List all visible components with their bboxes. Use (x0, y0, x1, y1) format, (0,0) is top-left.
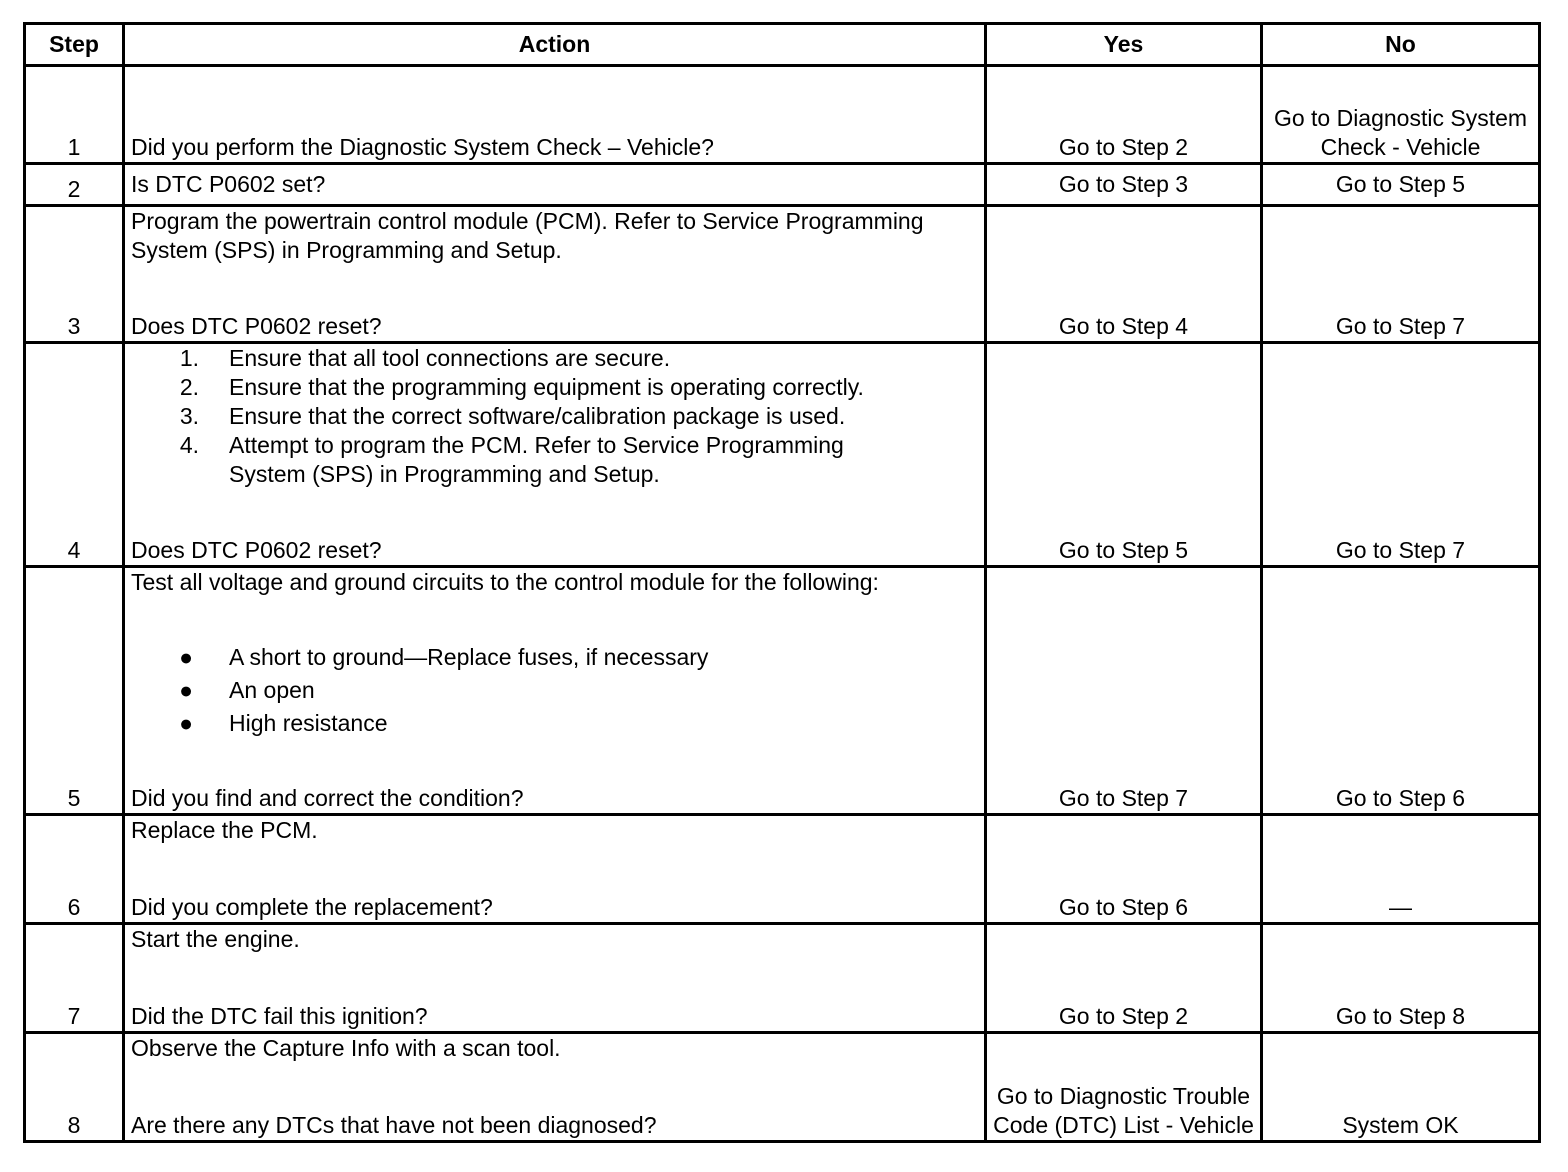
action-text: Is DTC P0602 set? (131, 171, 326, 197)
no-cell: — (1262, 815, 1540, 924)
no-cell: Go to Step 5 (1262, 164, 1540, 206)
header-yes: Yes (986, 24, 1262, 66)
no-cell: Go to Step 6 (1262, 567, 1540, 815)
bullet-list (131, 641, 978, 740)
action-text: Program the powertrain control module (PCM). Refer to Service Programming System (SPS) in Programming and Setup. (131, 208, 924, 263)
list-marker: 3. (179, 403, 199, 429)
list-item (131, 641, 978, 674)
table-row (25, 815, 1540, 924)
list-item-text: An open (229, 677, 315, 703)
action-text: Observe the Capture Info with a scan tool. (131, 1035, 561, 1061)
list-item (131, 402, 978, 431)
list-item-text: Ensure that the correct software/calibration package is used. (229, 403, 846, 429)
action-cell (124, 164, 986, 206)
no-cell: Go to Step 8 (1262, 924, 1540, 1033)
step-number: 7 (25, 924, 124, 1033)
action-text: Replace the PCM. (131, 817, 318, 843)
no-cell: Go to Step 7 (1262, 343, 1540, 567)
action-question: Did you complete the replacement? (131, 894, 493, 920)
action-cell (124, 815, 986, 924)
action-cell (124, 924, 986, 1033)
action-cell (124, 567, 986, 815)
list-item (131, 707, 978, 740)
list-marker: 4. (179, 432, 199, 458)
action-cell (124, 206, 986, 343)
no-cell: Go to Step 7 (1262, 206, 1540, 343)
action-text: Start the engine. (131, 926, 300, 952)
step-number: 2 (25, 164, 124, 206)
action-cell (124, 1033, 986, 1142)
numbered-list (131, 344, 978, 489)
step-number: 1 (25, 66, 124, 164)
yes-cell: Go to Step 6 (986, 815, 1262, 924)
header-step: Step (25, 24, 124, 66)
list-item-text: High resistance (229, 710, 388, 736)
step-number: 4 (25, 343, 124, 567)
bullet-marker: ● (179, 710, 193, 736)
yes-cell: Go to Step 2 (986, 66, 1262, 164)
no-cell: Go to Diagnostic System Check - Vehicle (1262, 66, 1540, 164)
yes-cell: Go to Step 4 (986, 206, 1262, 343)
table-row (25, 343, 1540, 567)
list-item (131, 674, 978, 707)
step-number: 3 (25, 206, 124, 343)
list-marker: 1. (179, 345, 199, 371)
table-row (25, 206, 1540, 343)
step-number: 5 (25, 567, 124, 815)
action-text: Test all voltage and ground circuits to the control module for the following: (131, 569, 879, 595)
list-item-text: Ensure that the programming equipment is operating correctly. (229, 374, 864, 400)
diagnostic-table (23, 22, 1541, 1143)
list-item (131, 344, 978, 373)
list-marker: 2. (179, 374, 199, 400)
action-question: Does DTC P0602 reset? (131, 537, 382, 563)
list-item (131, 431, 978, 489)
list-item-text: A short to ground—Replace fuses, if necessary (229, 644, 709, 670)
yes-cell: Go to Step 2 (986, 924, 1262, 1033)
header-row (25, 24, 1540, 66)
list-item (131, 373, 978, 402)
table-row (25, 66, 1540, 164)
bullet-marker: ● (179, 644, 193, 670)
table-row (25, 1033, 1540, 1142)
bullet-marker: ● (179, 677, 193, 703)
header-action: Action (124, 24, 986, 66)
action-text: Did you perform the Diagnostic System Check – Vehicle? (131, 134, 714, 160)
header-no: No (1262, 24, 1540, 66)
step-number: 6 (25, 815, 124, 924)
action-question: Does DTC P0602 reset? (131, 313, 382, 339)
action-cell (124, 343, 986, 567)
action-question: Did you find and correct the condition? (131, 785, 524, 811)
list-item-text: Ensure that all tool connections are secure. (229, 345, 671, 371)
yes-cell: Go to Step 7 (986, 567, 1262, 815)
yes-cell: Go to Step 5 (986, 343, 1262, 567)
table-row (25, 924, 1540, 1033)
table-row (25, 164, 1540, 206)
step-number: 8 (25, 1033, 124, 1142)
list-item-text: Attempt to program the PCM. Refer to Service Programming System (SPS) in Programming and Setup. (229, 432, 844, 487)
table-row (25, 567, 1540, 815)
action-question: Did the DTC fail this ignition? (131, 1003, 428, 1029)
yes-cell: Go to Diagnostic Trouble Code (DTC) List - Vehicle (986, 1033, 1262, 1142)
no-cell: System OK (1262, 1033, 1540, 1142)
yes-cell: Go to Step 3 (986, 164, 1262, 206)
action-question: Are there any DTCs that have not been diagnosed? (131, 1112, 657, 1138)
action-cell (124, 66, 986, 164)
